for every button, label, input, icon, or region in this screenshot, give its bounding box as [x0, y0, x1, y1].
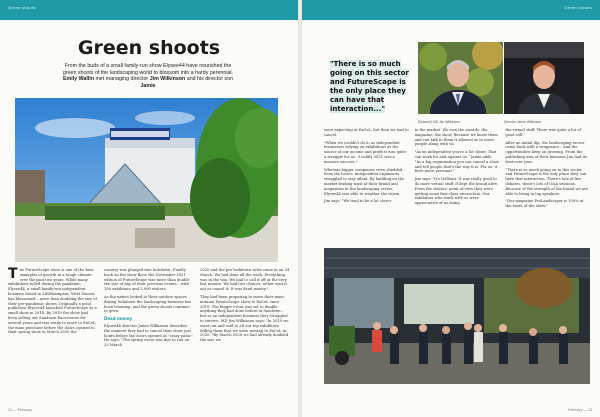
right-folio: February — 13	[568, 408, 592, 412]
portrait-jamie	[504, 42, 584, 114]
section-label: Green shoots	[8, 5, 36, 10]
jamie-wilkinson-photo	[504, 42, 584, 114]
left-col-2-p3: Elysee44 director Jamie Wilkinson describes the moment they had to cancel their show just hours before the doors opened as "crazy panic". He says: "The spring event was due to run on 25 March	[104, 323, 194, 348]
left-col-3-p1: 2020 and the pre-lockdown rules came in on 24 March. We had done all the work. Everything was in the van. We had to call it off at the very last minute. We had two choices: either wait it out or cancel it. It was dead money."	[200, 268, 290, 292]
pull-quote-text: "There is so much going on this sector and FutureScape is the only place they can have that interaction..."	[330, 60, 409, 113]
left-col-1-text: he FutureScape show is one of the best examples of growth in a tough climate over the past two years. While many exhibitions toiled during the pandemic, Elysee44, a small family-run independent business based in Littlehampton, West Sussex, has blossomed – more than doubling the size of their pre-pandemic shows. Originally a print publisher, Elysee44 launched FutureScape as a small show in 2014. By 2019 the show had been selling out Sandown Racecourse for several years and was ready to move to ExCeL, the main purchase before the doors opened to their spring show in March 2020 the	[8, 268, 97, 335]
right-col-2-p3: Jim says: "It's brilliant. It was really good to do more virtual stuff. It kept the brand alive. From the visitors' point of view they were getting some first-class interaction. Our exhibitors who stuck with us were appreciative of us doing	[414, 177, 499, 206]
right-col-1-p4: Jim says: "We tend to be a lot closer	[324, 199, 392, 204]
author-name: Emily Wallin	[63, 76, 95, 83]
left-col-2-p1: country was plunged into lockdown. Finally back on the show floor, the November 2021 edition of FutureScape was more than double the size of any of their previous events – with 180 exhibitors and 3,000 visitors.	[104, 268, 190, 292]
left-col-3	[200, 268, 290, 408]
left-col-1	[8, 268, 98, 408]
standfirst	[62, 63, 234, 89]
portrait-jim	[418, 42, 503, 114]
caption-jim: Elysee44 MD Jim Wilkinson	[418, 120, 460, 124]
header-band-right	[302, 0, 600, 20]
right-col-3	[505, 128, 590, 243]
right-col-2	[415, 128, 500, 243]
pull-quote	[330, 60, 414, 114]
header-band	[0, 0, 298, 20]
right-col-3-p3: "There is so much going on in this sector and FutureScape is the only place they can have that interaction. There's lots of live debates, there's lots of Q&A sessions. Because of the strength of the brand we are able to bring in top speakers.	[505, 167, 589, 196]
section-label-right: Green shoots	[564, 5, 592, 10]
right-col-3-p4: "Our magazine ProLandscaper is 100% at the heart of the show."	[505, 199, 584, 209]
right-col-1-p3: Whereas bigger companies were shielded from the losses, independent organisers struggled to stay afloat. By building on the market-leading trust of their brand and magazines in the landscaping sector, Elysee44 was able to weather the storm.	[324, 167, 405, 196]
right-col-3-p1: the virtual stuff. There was quite a lot of good will."	[505, 128, 581, 137]
jim-wilkinson-photo	[418, 42, 503, 114]
building-illustration	[15, 98, 278, 262]
left-body-columns	[8, 268, 290, 408]
right-col-1	[324, 128, 409, 243]
right-col-2-p2: "As an independent you're a lot closer. That can work for and against us," Jamie adds. "As a big organisation you can cancel a show and tell people that's the way it is. For us, it feels more personal."	[414, 150, 500, 174]
md-name: Jim Wilkinson	[149, 76, 186, 83]
standfirst-text-2: and his director son	[186, 76, 233, 83]
right-col-2-p1: to the market. We own the awards, the magazine, the show. Because we know them and can talk to them it allowed us to move people along with us.	[414, 128, 498, 147]
director-name: Jamie	[140, 82, 156, 89]
standfirst-line: From the buds of a small family-run show Elysee44 have nourished the green shoots of the landscaping world to blossom into a hardy perennial.	[62, 63, 234, 76]
right-col-1-p1: were expecting at ExCeL, but then we had to cancel.	[324, 128, 409, 137]
right-page	[302, 0, 600, 417]
right-body-columns	[324, 128, 590, 243]
left-col-2-p2: As the nation looked to their outdoor spaces during lockdown the landscaping business has been booming, and the green shoots continue to grow.	[104, 294, 192, 314]
sandown-building-photo	[15, 98, 278, 262]
exhibition-illustration	[324, 248, 590, 384]
article-title: Green shoots	[77, 37, 221, 59]
left-col-2	[104, 268, 194, 408]
right-col-1-p2: "When we couldn't do it, as independent businesses relying on exhibitions as the source of our income and profit it was quite a struggle for us. "Luckily 2021 was a massive success."	[324, 140, 407, 164]
standfirst-text: met managing director	[95, 76, 149, 83]
drop-cap: T	[8, 266, 18, 282]
right-col-3-p2: After an initial dip, the landscaping sector came back with a vengeance – and the opportunities keep on growing. From the publishing arm of their business Jim had its best-ever year.	[505, 140, 587, 164]
left-col-3-p2: They had been preparing to move their main autumn FutureScape show to ExCeL since 2019. The bigger event was set to double anything they had done before at Sandown – but as an independent business they struggled to survive. MD Jim Wilkinson says: "In 2019 we went out and sold to all our top exhibitors, telling them that we were moving to ExCeL in 2020. "By March 2020 we had already doubled the size we	[200, 294, 289, 343]
left-folio: 12 — February	[8, 408, 32, 412]
exhibition-hall-photo	[324, 248, 590, 384]
left-page	[0, 0, 298, 417]
subheading-dead-money: Dead money	[104, 316, 133, 322]
caption-jamie: Director Jamie Wilkinson	[504, 120, 542, 124]
